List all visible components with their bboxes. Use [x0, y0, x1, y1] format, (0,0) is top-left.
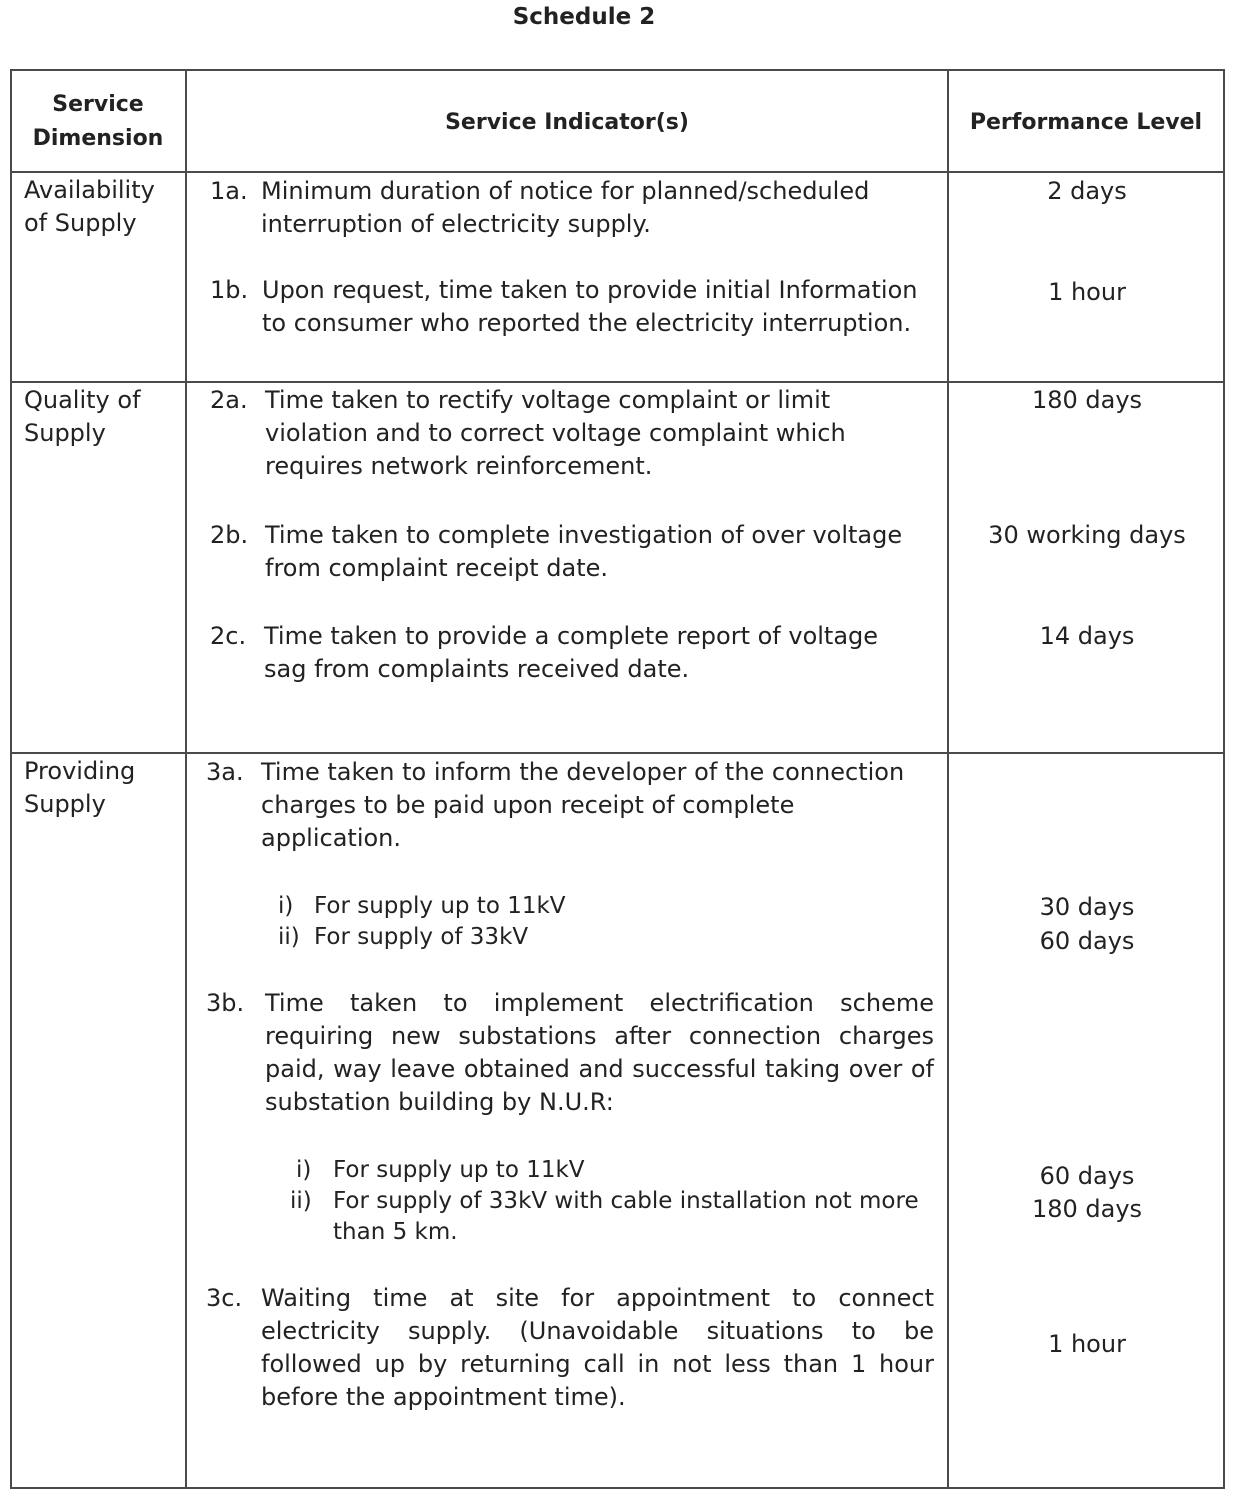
page-title: Schedule 2 — [512, 4, 656, 30]
indicator-1a — [210, 175, 935, 241]
indicator-2b — [210, 519, 935, 585]
indicator-text: Time taken to complete investigation of over voltage from complaint receipt date. — [265, 521, 903, 582]
level-3b-ii: 180 days — [1031, 1195, 1143, 1223]
row-divider-2 — [10, 752, 1225, 754]
dimension-providing: Providing Supply — [24, 757, 136, 818]
indicator-3b — [206, 987, 934, 1119]
level-1a: 2 days — [1047, 177, 1127, 205]
level-1b: 1 hour — [1048, 278, 1126, 306]
table-border-top — [10, 69, 1225, 71]
indicator-number: 2a. — [210, 386, 248, 414]
dimension-quality: Quality of Supply — [24, 386, 141, 447]
level-2a: 180 days — [1031, 386, 1143, 414]
indicator-text: Upon request, time taken to provide initial Information to consumer who reported the electricity interruption. — [262, 276, 918, 337]
indicator-number: 3a. — [206, 758, 244, 786]
level-3a-i: 30 days — [1039, 893, 1135, 921]
indicator-number: 1a. — [210, 177, 248, 205]
indicator-2c — [210, 620, 910, 686]
indicator-1b — [210, 274, 935, 340]
column-divider-2 — [947, 69, 949, 1489]
indicator-text: Time taken to provide a complete report of voltage sag from complaints received date. — [264, 622, 879, 683]
indicator-3c — [206, 1282, 934, 1414]
subitem-3b-i — [296, 1155, 936, 1186]
subitem-number: i) — [296, 1157, 312, 1183]
indicator-number: 3c. — [206, 1284, 243, 1312]
row-divider-1 — [10, 381, 1225, 383]
subitem-3b-ii — [290, 1186, 936, 1248]
indicator-text: Time taken to implement electrification scheme requiring new substations after connection charges paid, way leave obtained and successful taking over of substation building by N.U.R: — [265, 989, 934, 1116]
subitem-3a-i — [278, 891, 878, 922]
subitem-number: i) — [278, 893, 294, 919]
subitem-text: For supply up to 11kV — [333, 1157, 585, 1183]
subitem-text: For supply of 33kV with cable installation not more than 5 km. — [333, 1188, 919, 1245]
level-3a-ii: 60 days — [1039, 927, 1135, 955]
indicator-text: Minimum duration of notice for planned/scheduled interruption of electricity supply. — [261, 177, 870, 238]
indicator-number: 3b. — [206, 989, 245, 1017]
table-border-bottom — [10, 1487, 1225, 1489]
level-3c: 1 hour — [1048, 1330, 1126, 1358]
subitem-text: For supply up to 11kV — [314, 893, 566, 919]
column-divider-1 — [185, 69, 187, 1489]
header-service-dimension: Service Dimension — [32, 92, 164, 151]
indicator-number: 2c. — [210, 622, 247, 650]
subitem-text: For supply of 33kV — [314, 924, 529, 950]
header-performance-level: Performance Level — [969, 110, 1203, 135]
dimension-availability: Availability of Supply — [24, 176, 155, 237]
indicator-number: 2b. — [210, 521, 249, 549]
indicator-text: Waiting time at site for appointment to connect electricity supply. (Unavoidable situations to be followed up by returning call in not less than 1 hour before the appointment time). — [261, 1284, 934, 1411]
indicator-number: 1b. — [210, 276, 249, 304]
table-border-left — [10, 69, 12, 1489]
subitem-number: ii) — [278, 924, 300, 950]
level-2c: 14 days — [1039, 622, 1135, 650]
header-service-indicator: Service Indicator(s) — [445, 110, 689, 135]
indicator-text: Time taken to inform the developer of the connection charges to be paid upon receipt of complete application. — [261, 758, 905, 852]
indicator-text: Time taken to rectify voltage complaint or limit violation and to correct voltage complaint which requires network reinforcement. — [265, 386, 846, 480]
level-2b: 30 working days — [988, 521, 1186, 549]
subitem-3a-ii — [278, 922, 878, 953]
indicator-2a — [210, 384, 875, 483]
subitem-number: ii) — [290, 1188, 312, 1214]
header-divider — [10, 171, 1225, 173]
level-3b-i: 60 days — [1039, 1162, 1135, 1190]
indicator-3a — [206, 756, 931, 855]
